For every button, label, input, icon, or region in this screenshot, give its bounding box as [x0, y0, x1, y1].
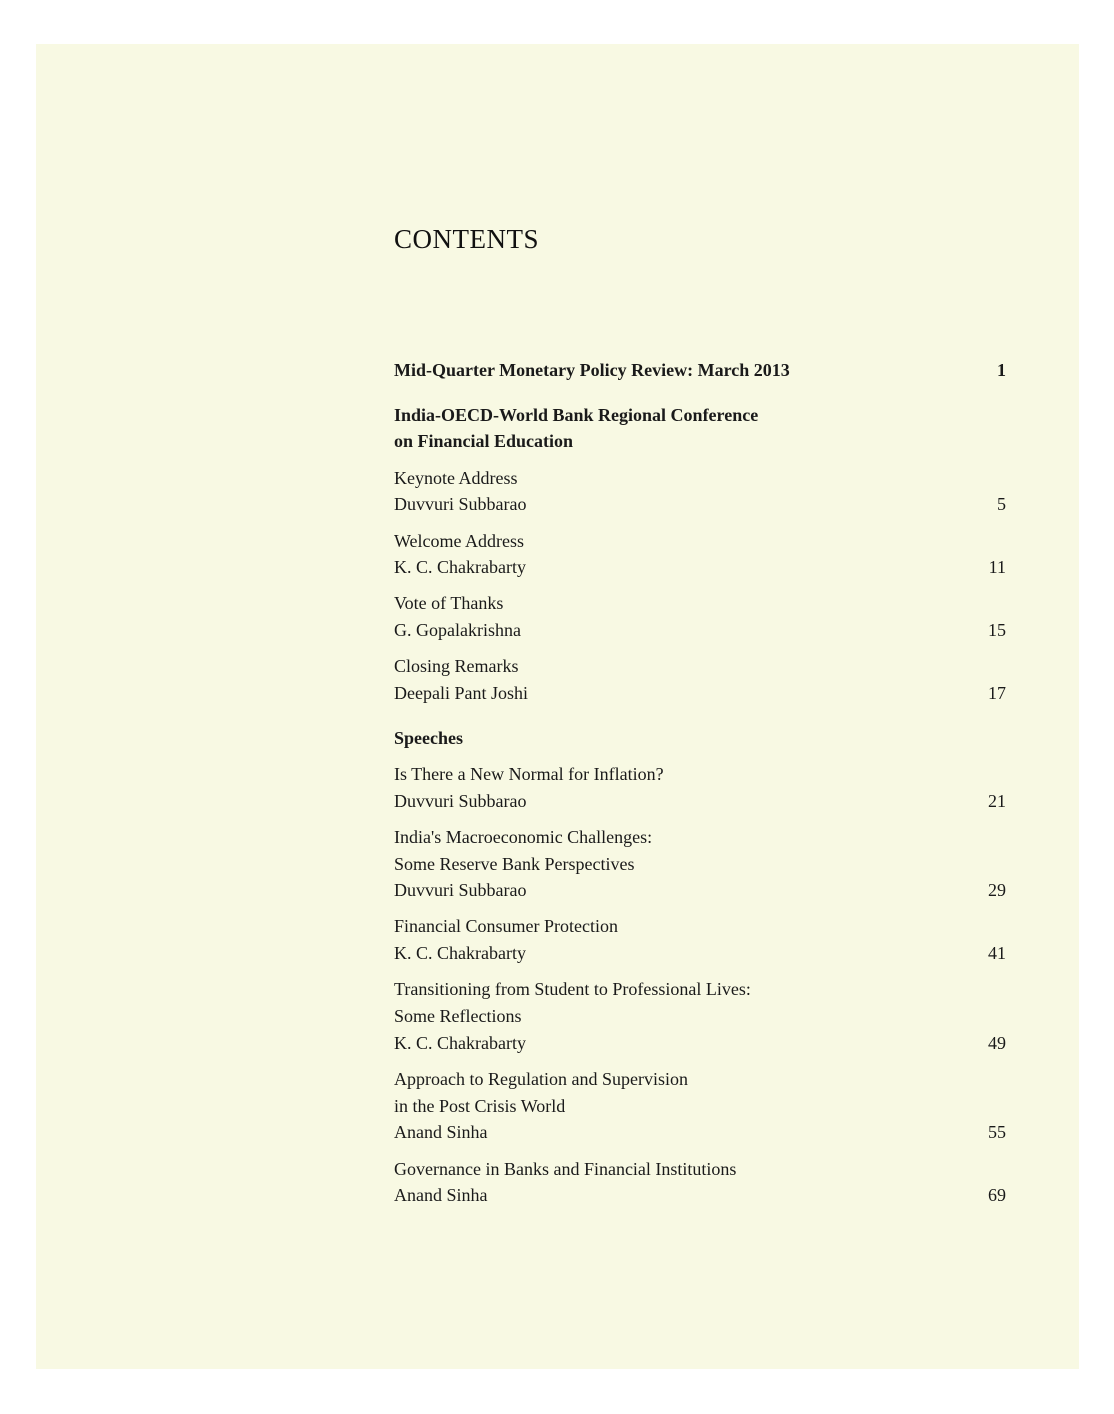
toc-line: [394, 1182, 1006, 1209]
toc-line: [394, 653, 1006, 680]
toc-line: [394, 940, 1006, 967]
toc-line: [394, 761, 1006, 788]
toc-section-heading[interactable]: [394, 402, 1006, 455]
toc-entry[interactable]: [394, 1156, 1006, 1209]
toc-page-number: 69: [988, 1185, 1006, 1206]
toc-author: Duvvuri Subbarao: [394, 880, 527, 901]
toc-page-number: 49: [988, 1032, 1006, 1053]
toc-line: [394, 1003, 1006, 1030]
toc-line: [394, 357, 1006, 384]
toc-page-number: 5: [997, 494, 1006, 515]
toc-page-number: 55: [988, 1122, 1006, 1143]
toc-line: [394, 554, 1006, 581]
toc-entry[interactable]: [394, 528, 1006, 581]
toc-title: India's Macroeconomic Challenges:: [394, 826, 653, 847]
toc-line: [394, 1030, 1006, 1057]
toc-line: [394, 465, 1006, 492]
toc-title: India-OECD-World Bank Regional Conference: [394, 404, 759, 425]
toc-title-continued: in the Post Crisis World: [394, 1095, 566, 1116]
toc-entry[interactable]: [394, 590, 1006, 643]
toc-line: [394, 725, 1006, 752]
toc-page-number: 11: [988, 557, 1006, 578]
toc-author: K. C. Chakrabarty: [394, 1032, 526, 1053]
toc-title: Mid-Quarter Monetary Policy Review: March 2013: [394, 360, 790, 380]
toc-section-heading[interactable]: [394, 357, 1006, 384]
toc-author: G. Gopalakrishna: [394, 620, 521, 641]
toc-line: [394, 491, 1006, 518]
toc-author: K. C. Chakrabarty: [394, 557, 526, 578]
toc-entry[interactable]: [394, 1066, 1006, 1146]
toc-title-continued: Some Reserve Bank Perspectives: [394, 853, 635, 874]
toc-line: [394, 824, 1006, 851]
toc-title: Keynote Address: [394, 467, 518, 488]
toc-title-continued: Some Reflections: [394, 1006, 522, 1027]
toc-line: [394, 617, 1006, 644]
toc-entry[interactable]: [394, 976, 1006, 1056]
toc-author: Deepali Pant Joshi: [394, 683, 528, 704]
toc-line: [394, 1093, 1006, 1120]
page-title: CONTENTS: [394, 224, 539, 254]
toc-page-number: 15: [988, 620, 1006, 641]
toc-line: [394, 851, 1006, 878]
toc-line: [394, 528, 1006, 555]
toc-author: Duvvuri Subbarao: [394, 790, 527, 811]
toc-entry[interactable]: [394, 465, 1006, 518]
toc-title-continued: on Financial Education: [394, 431, 574, 452]
table-of-contents: [394, 357, 1006, 1209]
toc-page-number: 1: [997, 360, 1006, 380]
toc-entry[interactable]: [394, 913, 1006, 966]
toc-title: Transitioning from Student to Professional Lives:: [394, 979, 751, 1000]
toc-title: Vote of Thanks: [394, 593, 504, 614]
toc-title: Financial Consumer Protection: [394, 916, 618, 937]
toc-line: [394, 913, 1006, 940]
toc-entry[interactable]: [394, 761, 1006, 814]
toc-title: Welcome Address: [394, 530, 525, 551]
toc-page-number: 21: [988, 790, 1006, 811]
toc-line: [394, 428, 1006, 455]
toc-line: [394, 680, 1006, 707]
toc-line: [394, 976, 1006, 1003]
toc-line: [394, 402, 1006, 429]
toc-author: Duvvuri Subbarao: [394, 494, 527, 515]
toc-line: [394, 877, 1006, 904]
toc-line: [394, 788, 1006, 815]
toc-page-number: 17: [988, 683, 1006, 704]
toc-line: [394, 1119, 1006, 1146]
toc-title: Is There a New Normal for Inflation?: [394, 763, 664, 784]
toc-page-number: 29: [988, 880, 1006, 901]
toc-page-number: 41: [988, 943, 1006, 964]
toc-title: Approach to Regulation and Supervision: [394, 1068, 688, 1089]
toc-title: Governance in Banks and Financial Institutions: [394, 1158, 737, 1179]
toc-section-heading[interactable]: [394, 725, 1006, 752]
toc-title: Speeches: [394, 727, 463, 748]
toc-entry[interactable]: [394, 824, 1006, 904]
toc-line: [394, 1156, 1006, 1183]
toc-line: [394, 590, 1006, 617]
toc-author: Anand Sinha: [394, 1185, 488, 1206]
toc-title: Closing Remarks: [394, 656, 519, 677]
toc-author: Anand Sinha: [394, 1122, 488, 1143]
toc-entry[interactable]: [394, 653, 1006, 706]
toc-author: K. C. Chakrabarty: [394, 943, 526, 964]
toc-line: [394, 1066, 1006, 1093]
